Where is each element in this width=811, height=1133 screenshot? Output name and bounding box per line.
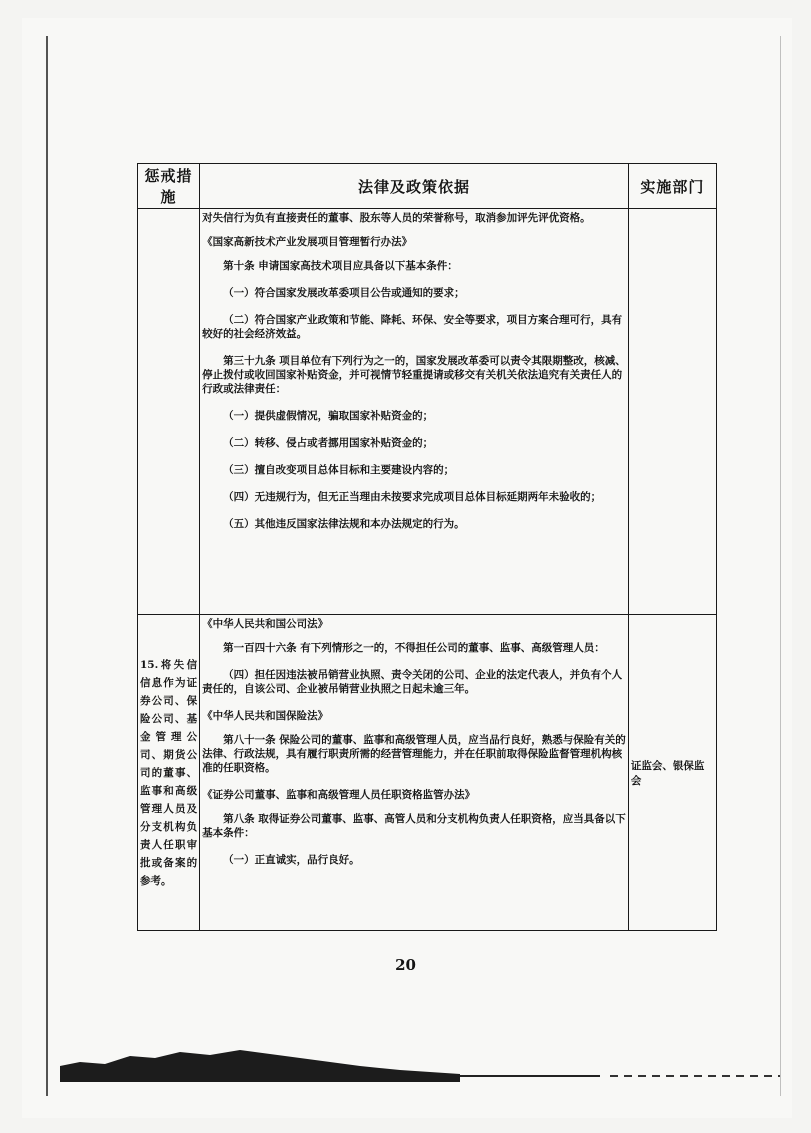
table-header-row bbox=[138, 164, 717, 209]
article-heading: 第八条 取得证券公司董事、监事、高管人员和分支机构负责人任职资格，应当具备以下基本条件： bbox=[202, 813, 626, 839]
measure-cell: 15.将失信信息作为证券公司、保险公司、基金管理公司、期货公司的董事、监事和高级管理人员及分支机构负责人任职审批或备案的参考。 bbox=[138, 615, 200, 931]
regulation-title: 《国家高新技术产业发展项目管理暂行办法》 bbox=[202, 236, 413, 248]
article-heading: 第三十九条 项目单位有下列行为之一的，国家发展改革委可以责令其限期整改，核减、停止拨付或收回国家补贴资金，并可视情节轻重提请或移交有关机关依法追究有关责任人的行政或法律责任： bbox=[202, 355, 626, 395]
article-heading: 第八十一条 保险公司的董事、监事和高级管理人员，应当品行良好，熟悉与保险有关的法律、行政法规，具有履行职责所需的经营管理能力，并在任职前取得保险监督管理机构核准的任职资格。 bbox=[202, 734, 626, 774]
binding-margin-line bbox=[46, 36, 48, 1096]
clause: （一）符合国家发展改革委项目公告或通知的要求； bbox=[223, 287, 465, 299]
table-row bbox=[138, 615, 717, 931]
page-number: 20 bbox=[395, 956, 416, 974]
header-department: 实施部门 bbox=[628, 164, 716, 209]
clause: （五）其他违反国家法律法规和本办法规定的行为。 bbox=[223, 518, 465, 530]
header-legal-basis: 法律及政策依据 bbox=[200, 164, 629, 209]
department-cell: 证监会、银保监会 bbox=[628, 615, 716, 931]
legal-basis-cell bbox=[200, 615, 629, 931]
clause: （一）提供虚假情况，骗取国家补贴资金的； bbox=[223, 410, 434, 422]
legal-basis-content bbox=[200, 209, 628, 531]
measure-cell-empty bbox=[138, 209, 200, 615]
scan-artifact-smudge bbox=[60, 1048, 460, 1082]
legal-basis-cell bbox=[200, 209, 629, 615]
legal-basis-content bbox=[200, 615, 628, 867]
header-measures: 惩戒措施 bbox=[138, 164, 200, 209]
article-heading: 第十条 申请国家高技术项目应具备以下基本条件： bbox=[223, 260, 458, 272]
clause: （一）正直诚实，品行良好。 bbox=[223, 854, 360, 866]
regulation-title: 《中华人民共和国保险法》 bbox=[202, 710, 329, 722]
clause: （二）符合国家产业政策和节能、降耗、环保、安全等要求，项目方案合理可行，具有较好的社会经济效益。 bbox=[202, 314, 623, 340]
clause: （四）无违规行为，但无正当理由未按要求完成项目总体目标延期两年未验收的； bbox=[223, 491, 602, 503]
scan-artifact-line bbox=[460, 1075, 600, 1077]
article-heading: 第一百四十六条 有下列情形之一的，不得担任公司的董事、监事、高级管理人员： bbox=[223, 642, 605, 654]
table-row bbox=[138, 209, 717, 615]
clause: （二）转移、侵占或者挪用国家补贴资金的； bbox=[223, 437, 434, 449]
scan-artifact-dashes bbox=[610, 1075, 780, 1077]
regulation-title: 《中华人民共和国公司法》 bbox=[202, 618, 329, 630]
clause: （四）担任因违法被吊销营业执照、责令关闭的公司、企业的法定代表人，并负有个人责任的，自该公司、企业被吊销营业执照之日起未逾三年。 bbox=[202, 669, 623, 695]
punishment-measures-table bbox=[137, 163, 717, 931]
paragraph: 对失信行为负有直接责任的董事、股东等人员的荣誉称号，取消参加评先评优资格。 bbox=[202, 212, 591, 224]
scan-edge-line bbox=[780, 36, 781, 1096]
regulation-title: 《证券公司董事、监事和高级管理人员任职资格监管办法》 bbox=[202, 789, 476, 801]
department-cell-empty bbox=[628, 209, 716, 615]
clause: （三）擅自改变项目总体目标和主要建设内容的； bbox=[223, 464, 455, 476]
